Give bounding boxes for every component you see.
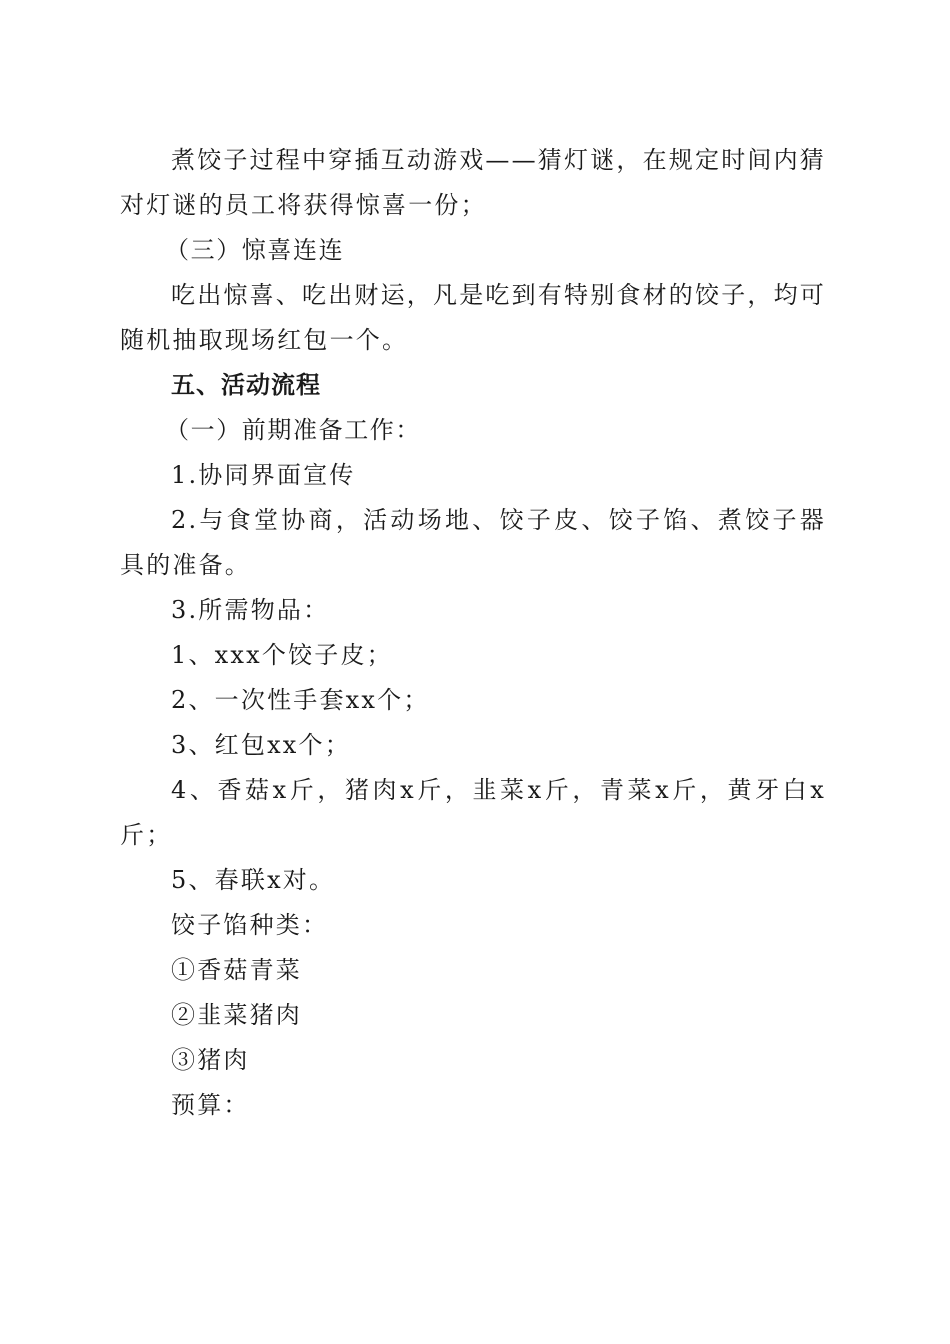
budget-label: 预算： <box>171 1091 250 1119</box>
material-item-wrappers: 1、xxx个饺子皮； <box>171 641 393 669</box>
list-item-materials: 3.所需物品： <box>171 596 330 624</box>
material-item-couplets: 5、春联x对。 <box>171 866 336 894</box>
paragraph-riddle-game: 煮饺子过程中穿插互动游戏——猜灯谜，在规定时间内猜对灯谜的员工将获得惊喜一份； <box>120 146 826 219</box>
filling-item-chive-pork: ②韭菜猪肉 <box>171 1001 302 1029</box>
subheading-preparation: （一）前期准备工作： <box>165 416 421 444</box>
filling-item-mushroom-greens: ①香菇青菜 <box>171 956 302 984</box>
filling-item-pork: ③猪肉 <box>171 1046 250 1074</box>
paragraph-surprise-dumplings: 吃出惊喜、吃出财运，凡是吃到有特别食材的饺子，均可随机抽取现场红包一个。 <box>120 281 826 354</box>
material-item-ingredients: 4、香菇x斤，猪肉x斤，韭菜x斤，青菜x斤，黄牙白x斤； <box>120 776 826 849</box>
list-item-canteen: 2.与食堂协商，活动场地、饺子皮、饺子馅、煮饺子器具的准备。 <box>120 506 826 579</box>
material-item-red-packets: 3、红包xx个； <box>171 731 351 759</box>
document-body <box>120 138 826 1128</box>
subheading-surprises: （三）惊喜连连 <box>165 236 345 264</box>
filling-types-label: 饺子馅种类： <box>171 911 329 939</box>
list-item-promotion: 1.协同界面宣传 <box>171 461 356 489</box>
material-item-gloves: 2、一次性手套xx个； <box>171 686 430 714</box>
section-heading-activity-flow: 五、活动流程 <box>171 371 321 399</box>
